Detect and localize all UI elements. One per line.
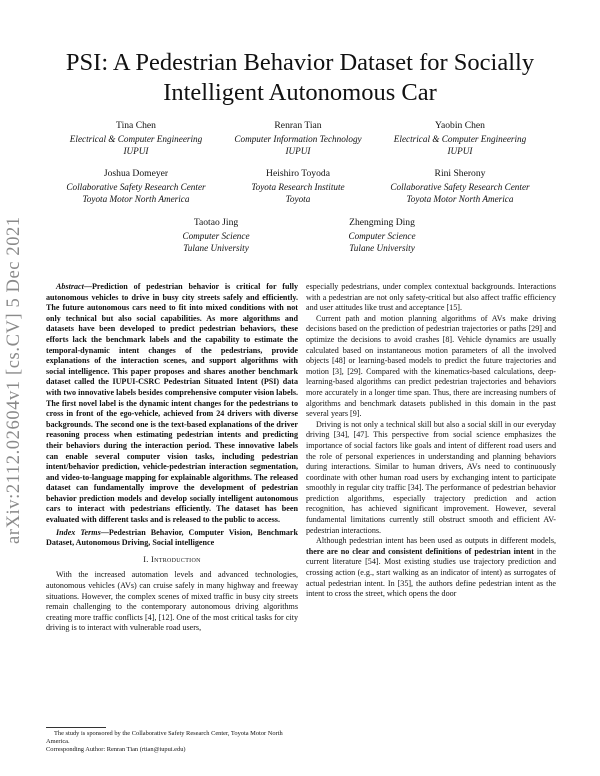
author-affiliation: Computer Science <box>182 231 250 241</box>
intro-paragraph: With the increased automation levels and advanced technologies, autonomous vehicles (AVs) can cruise safely in many highway and freeway situations. However, the complex scenes of mixed traffic in busy city streets remain challenging to the contemporary autonomous driving algorithms creating more traffic conflicts [4], [12]. One of the most critical tasks for city driving is to interact with vulnerable road users, <box>46 570 298 633</box>
author-name: Zhengming Ding <box>349 217 415 228</box>
author-affiliation: Toyota <box>285 194 311 204</box>
author-name: Heishiro Toyoda <box>266 168 330 179</box>
author-affiliation: Toyota Research Institute <box>251 182 345 192</box>
footnote-corresponding: Corresponding Author: Renran Tian (rtian@iupui.edu) <box>46 746 186 753</box>
author-affiliation: Toyota Motor North America <box>82 194 190 204</box>
author-affiliation: Computer Information Technology <box>234 134 362 144</box>
paragraph-text: in the current literature [54]. Most existing studies use trajectory prediction and crossing action (e.g., start walking as an indicator of intent) as surrogates of actual pedestrian intent. In [35], the authors define pedestrian intent as the intent to cross the street, which opens the door <box>306 546 556 599</box>
footnote <box>46 730 296 754</box>
paragraph <box>306 536 556 600</box>
paragraph: especially pedestrians, under complex contextual backgrounds. Interactions with a pedestrian are not only safety-critical but also affect traffic efficiency and user attitudes like trust and acceptance [15]. <box>306 282 556 313</box>
author-name: Joshua Domeyer <box>103 168 169 179</box>
author-affiliation: Electrical & Computer Engineering <box>393 134 527 144</box>
index-terms <box>46 528 298 549</box>
abstract <box>46 282 298 526</box>
author-name: Yaobin Chen <box>435 120 485 131</box>
author-block <box>360 120 560 157</box>
abstract-text: —Prediction of pedestrian behavior is critical for fully autonomous vehicles to drive in busy city streets safely and efficiently. The future autonomous cars need to fit into mixed conditions with not only technical but also social capabilities. As more algorithms and datasets have been developed to predict pedestrian behaviors, these efforts lack the benchmark labels and the capability to estimate the temporal-dynamic intent changes of the pedestrians, provide explanations of the interaction scenes, and support algorithms with social intelligence. This paper proposes and shares another benchmark dataset called the IUPUI-CSRC Pedestrian Situated Intent (PSI) data with two innovative labels besides comprehensive computer vision labels. The first novel label is the dynamic intent changes for the pedestrians to cross in front of the ego-vehicle, achieved from 24 drivers with diverse backgrounds. The second one is the text-based explanations of the driver reasoning process when estimating pedestrian intents and predicting their behaviors during the interaction period. These innovative labels can enable several computer vision tasks, including pedestrian intent/behavior prediction, vehicle-pedestrian interaction segmentation, and video-to-language mapping for explainable algorithms. The released dataset can fundamentally improve the development of pedestrian behavior prediction models and develop socially intelligent autonomous cars to interact with pedestrians efficiently. The dataset has been evaluated with different tasks and is released to the public to access. <box>46 282 298 525</box>
abstract-label: Abstract <box>56 282 84 291</box>
arxiv-stamp: arXiv:2112.02604v1 [cs.CV] 5 Dec 2021 <box>4 216 24 544</box>
author-affiliation: IUPUI <box>123 146 149 156</box>
author-affiliation: Collaborative Safety Research Center <box>66 182 206 192</box>
right-column <box>306 282 556 600</box>
author-name: Renran Tian <box>274 120 322 131</box>
author-affiliation: Tulane University <box>183 243 249 253</box>
author-affiliation: IUPUI <box>447 146 473 156</box>
author-affiliation: Toyota Motor North America <box>406 194 514 204</box>
author-affiliation: Tulane University <box>349 243 415 253</box>
paragraph-text: Although pedestrian intent has been used as outputs in different models, <box>316 536 556 546</box>
author-block <box>282 217 482 254</box>
index-terms-text: —Pedestrian Behavior, Computer Vision, Benchmark Dataset, Autonomous Driving, Social intelligence <box>46 527 298 548</box>
paragraph: Driving is not only a technical skill but also a social skill in our everyday driving [34], [47]. This perspective from social science emphasizes the importance of social factors like goals and intent of different road users and the role of personal experiences in understanding and planning behaviors during interactions. Similar to human drivers, AVs need to continuously coordinate with other human road users by exchanging intent to participate smoothly in regular city traffic [34]. The performance of pedestrian behavior prediction algorithms, especially trajectory prediction and action recognition, has achieved significant improvement. However, several fundamental limitations currently still obstruct smooth and efficient AV-pedestrian interactions. <box>306 419 556 535</box>
author-name: Taotao Jing <box>193 217 239 228</box>
author-name: Tina Chen <box>116 120 156 131</box>
index-terms-label: Index Terms <box>56 527 101 537</box>
author-affiliation: Electrical & Computer Engineering <box>69 134 203 144</box>
author-affiliation: Computer Science <box>348 231 416 241</box>
section-heading: I. Introduction <box>143 554 201 564</box>
footnote-rule <box>46 727 106 728</box>
left-column <box>46 282 298 634</box>
emphasis-text: there are no clear and consistent definitions of pedestrian intent <box>306 546 534 556</box>
author-affiliation: Collaborative Safety Research Center <box>390 182 530 192</box>
footnote-sponsor: The study is sponsored by the Collaborative Safety Research Center, Toyota Motor North America. <box>46 730 283 745</box>
paper-title: PSI: A Pedestrian Behavior Dataset for Socially Intelligent Autonomous Car <box>65 49 535 106</box>
author-name: Rini Sherony <box>434 168 486 179</box>
author-affiliation: IUPUI <box>285 146 311 156</box>
paragraph: Current path and motion planning algorithms of AVs make driving decisions based on the prediction of pedestrian trajectories or paths [29] and optimize the decisions to avoid crashes [8]. Vehicle dynamics are usually calculated based on instantaneous motion parameters of all the involved objects [48] or learning-based models to predict the future trajectories and motion [3], [29]. Compared with the kinematics-based calculations, deep-learning-based algorithms can predict pedestrian trajectories and behaviors more accurately in a longer time span. Thus, there are increasing numbers of algorithms and benchmark datasets published in this domain in the past several years [9]. <box>306 313 556 419</box>
author-block <box>360 168 560 205</box>
